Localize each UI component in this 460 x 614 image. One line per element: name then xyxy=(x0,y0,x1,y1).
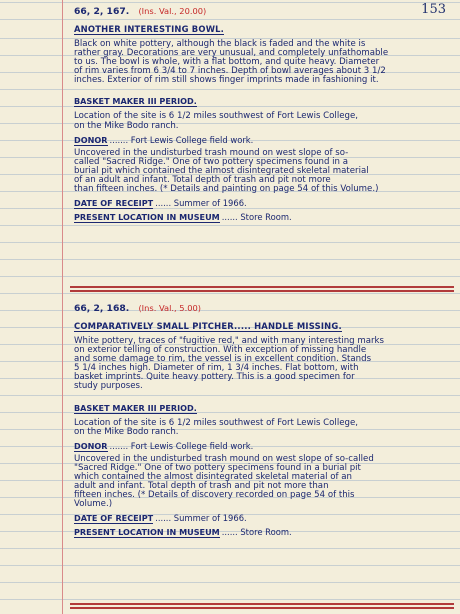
catalog-entry xyxy=(74,0,446,222)
location-line: Location of the site is 6 1/2 miles southwest of Fort Lewis College, xyxy=(74,111,358,122)
museum-location-label: PRESENT LOCATION IN MUSEUM xyxy=(74,212,220,223)
receipt-label: DATE OF RECEIPT xyxy=(74,513,154,524)
description-line: of rim varies from 6 3/4 to 7 inches. Depth of bowl averages about 3 1/2 xyxy=(74,66,386,77)
context-line: Volume.) xyxy=(74,499,113,510)
find-context xyxy=(74,149,446,194)
context-line: Uncovered in the undisturbed trash mound on west slope of so-called xyxy=(74,453,374,464)
description-line: study purposes. xyxy=(74,381,143,392)
catalog-entry xyxy=(74,297,446,537)
context-line: than fifteen inches. (* Details and painting on page 54 of this Volume.) xyxy=(74,184,379,195)
context-line: "Sacred Ridge." One of two pottery specimens found in a burial pit xyxy=(74,462,361,473)
museum-location-label: PRESENT LOCATION IN MUSEUM xyxy=(74,527,220,538)
period-label: BASKET MAKER III PERIOD. xyxy=(74,96,197,107)
donor-value: ....... Fort Lewis College field work. xyxy=(109,440,254,451)
description-line: and some damage to rim, the vessel is in excellent condition. Stands xyxy=(74,354,372,365)
find-context xyxy=(74,455,446,510)
description-line: on exterior telling of construction. With exception of missing handle xyxy=(74,345,367,356)
insured-value: (Ins. Val., 5.00) xyxy=(138,303,202,313)
donor-label: DONOR xyxy=(74,440,108,451)
location-line: on the Mike Bodo ranch. xyxy=(74,426,179,437)
description-line: rather gray. Decorations are very unusual, and completely unfathomable xyxy=(74,48,389,59)
context-line: called "Sacred Ridge." One of two pottery specimens found in a xyxy=(74,156,348,167)
margin-rule xyxy=(62,0,63,614)
entry-divider xyxy=(70,290,454,292)
site-location xyxy=(74,419,446,437)
description-line: inches. Exterior of rim still shows finger imprints made in fashioning it. xyxy=(74,75,379,86)
museum-location-row xyxy=(74,527,446,537)
museum-location-value: ...... Store Room. xyxy=(221,527,292,538)
description-line: to us. The bowl is whole, with a flat bottom, and quite heavy. Diameter xyxy=(74,57,380,68)
entry-title: ANOTHER INTERESTING BOWL. xyxy=(74,24,225,34)
description-line: White pottery, traces of "fugitive red," and with many interesting marks xyxy=(74,336,384,346)
description-line: 5 1/4 inches high. Diameter of rim, 1 3/4 inches. Flat bottom, with xyxy=(74,363,359,374)
entry-header xyxy=(74,303,446,314)
receipt-row xyxy=(74,513,446,523)
period-label: BASKET MAKER III PERIOD. xyxy=(74,402,197,413)
donor-label: DONOR xyxy=(74,134,108,145)
entry-divider xyxy=(70,286,454,288)
insured-value: (Ins. Val., 20.00) xyxy=(138,6,207,16)
description xyxy=(74,40,446,85)
entry-title: COMPARATIVELY SMALL PITCHER..... HANDLE MISSING. xyxy=(74,321,342,331)
museum-location-value: ...... Store Room. xyxy=(221,212,292,223)
context-line: Uncovered in the undisturbed trash mound on west slope of so- xyxy=(74,147,349,158)
entry-header xyxy=(74,6,446,17)
entry-divider xyxy=(70,607,454,609)
museum-location-row xyxy=(74,212,446,222)
description xyxy=(74,337,446,392)
location-line: Location of the site is 6 1/2 miles southwest of Fort Lewis College, xyxy=(74,417,358,428)
receipt-value: ...... Summer of 1966. xyxy=(155,513,247,524)
site-location xyxy=(74,112,446,130)
receipt-row xyxy=(74,198,446,208)
period-row xyxy=(74,89,446,108)
context-line: which contained the almost disintegrated skeletal material of an xyxy=(74,471,352,482)
page-number: 153 xyxy=(421,2,446,17)
context-line: adult and infant. Total depth of trash and pit not more than xyxy=(74,481,329,492)
location-line: on the Mike Bodo ranch. xyxy=(74,120,179,131)
context-line: burial pit which contained the almost disintegrated skeletal material xyxy=(74,165,369,176)
donor-row xyxy=(74,135,446,145)
description-line: Black on white pottery, although the black is faded and the white is xyxy=(74,39,366,49)
period-row xyxy=(74,396,446,415)
catalog-number: 66, 2, 168. xyxy=(74,303,130,314)
receipt-label: DATE OF RECEIPT xyxy=(74,198,154,209)
donor-value: ....... Fort Lewis College field work. xyxy=(109,134,254,145)
catalog-number: 66, 2, 167. xyxy=(74,6,130,17)
context-line: of an adult and infant. Total depth of trash and pit not more xyxy=(74,174,331,185)
entry-divider xyxy=(70,603,454,605)
context-line: fifteen inches. (* Details of discovery recorded on page 54 of this xyxy=(74,490,355,501)
donor-row xyxy=(74,441,446,451)
receipt-value: ...... Summer of 1966. xyxy=(155,198,247,209)
description-line: basket imprints. Quite heavy pottery. This is a good specimen for xyxy=(74,372,355,383)
